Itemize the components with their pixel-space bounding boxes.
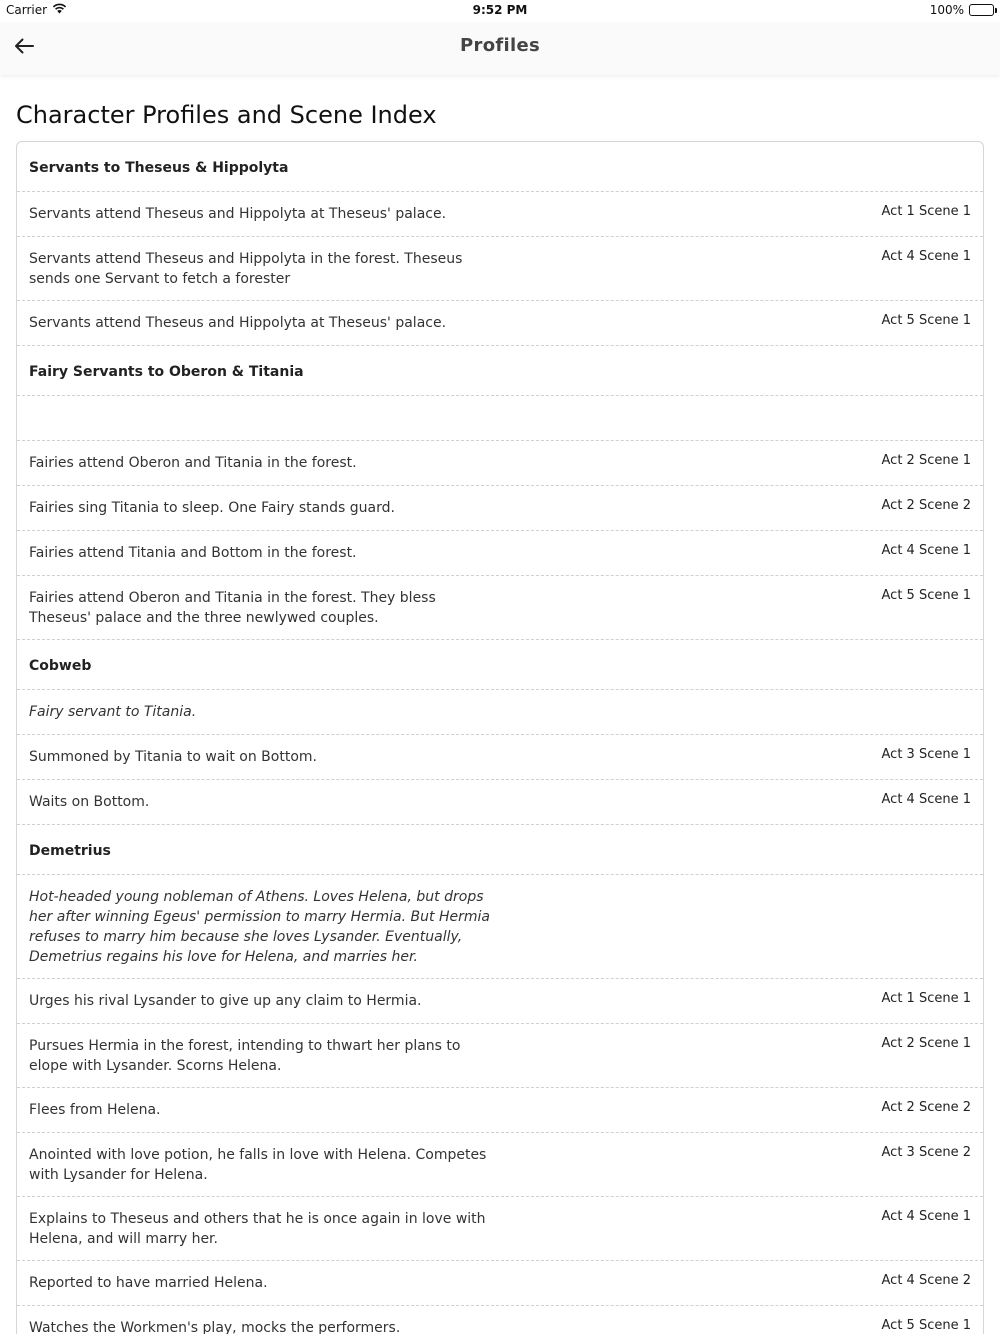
scene-row[interactable] bbox=[17, 1088, 983, 1133]
nav-title: Profiles bbox=[460, 35, 540, 56]
character-description: Fairy servant to Titania. bbox=[29, 704, 197, 720]
scene-summary: Servants attend Theseus and Hippolyta at Theseus' palace. bbox=[29, 206, 447, 222]
character-name: Demetrius bbox=[29, 843, 111, 859]
scene-row[interactable] bbox=[17, 735, 983, 780]
scene-reference: Act 3 Scene 2 bbox=[881, 1145, 971, 1160]
scene-summary: Watches the Workmen's play, mocks the performers. bbox=[29, 1320, 401, 1334]
scene-reference: Act 4 Scene 1 bbox=[881, 543, 971, 558]
scene-summary: Flees from Helena. bbox=[29, 1102, 161, 1118]
character-description-row bbox=[17, 690, 983, 735]
scene-row[interactable] bbox=[17, 1261, 983, 1306]
scene-row[interactable] bbox=[17, 192, 983, 237]
character-heading-row bbox=[17, 346, 983, 396]
character-description: Hot-headed young nobleman of Athens. Loves Helena, but drops her after winning Egeus' permission to marry Hermia. But Hermia refuses to marry him because she loves Lysander. Eventually, Demetrius regains his love for Helena, and marries her. bbox=[29, 889, 490, 965]
scene-row[interactable] bbox=[17, 1133, 983, 1197]
scene-reference: Act 1 Scene 1 bbox=[881, 204, 971, 219]
scene-row[interactable] bbox=[17, 486, 983, 531]
character-name: Cobweb bbox=[29, 658, 92, 674]
page-heading: Character Profiles and Scene Index bbox=[16, 101, 437, 129]
scene-reference: Act 2 Scene 1 bbox=[881, 1036, 971, 1051]
character-heading-row bbox=[17, 640, 983, 690]
battery-icon bbox=[969, 4, 994, 16]
scene-row[interactable] bbox=[17, 1024, 983, 1088]
battery-percent: 100% bbox=[929, 3, 964, 17]
character-description-row bbox=[17, 396, 983, 441]
character-description-row bbox=[17, 875, 983, 979]
status-bar bbox=[0, 0, 1000, 22]
scene-row[interactable] bbox=[17, 1197, 983, 1261]
scene-reference: Act 4 Scene 1 bbox=[881, 249, 971, 264]
character-description bbox=[29, 396, 499, 408]
scene-reference: Act 5 Scene 1 bbox=[881, 588, 971, 603]
scene-summary: Pursues Hermia in the forest, intending to thwart her plans to elope with Lysander. Scorns Helena. bbox=[29, 1038, 461, 1074]
scene-reference: Act 1 Scene 1 bbox=[881, 991, 971, 1006]
character-heading-row bbox=[17, 142, 983, 192]
navigation-bar bbox=[0, 22, 1000, 75]
character-name: Fairy Servants to Oberon & Titania bbox=[29, 364, 304, 380]
scene-reference: Act 4 Scene 1 bbox=[881, 792, 971, 807]
scene-row[interactable] bbox=[17, 237, 983, 301]
scene-summary: Fairies attend Oberon and Titania in the forest. They bless Theseus' palace and the three newlywed couples. bbox=[29, 590, 436, 626]
scene-reference: Act 5 Scene 1 bbox=[881, 1318, 971, 1333]
scene-reference: Act 4 Scene 1 bbox=[881, 1209, 971, 1224]
character-name: Servants to Theseus & Hippolyta bbox=[29, 160, 289, 176]
scene-summary: Anointed with love potion, he falls in love with Helena. Competes with Lysander for Helena. bbox=[29, 1147, 487, 1183]
scene-row[interactable] bbox=[17, 1306, 983, 1334]
scene-summary: Fairies attend Oberon and Titania in the forest. bbox=[29, 455, 357, 471]
scene-reference: Act 2 Scene 2 bbox=[881, 1100, 971, 1115]
scene-summary: Summoned by Titania to wait on Bottom. bbox=[29, 749, 317, 765]
scene-row[interactable] bbox=[17, 979, 983, 1024]
character-heading-row bbox=[17, 825, 983, 875]
scene-summary: Explains to Theseus and others that he is once again in love with Helena, and will marry her. bbox=[29, 1211, 486, 1247]
carrier-label: Carrier bbox=[6, 3, 48, 17]
profile-table bbox=[16, 141, 984, 1334]
scene-summary: Fairies sing Titania to sleep. One Fairy stands guard. bbox=[29, 500, 395, 516]
scene-summary: Fairies attend Titania and Bottom in the forest. bbox=[29, 545, 357, 561]
scene-reference: Act 3 Scene 1 bbox=[881, 747, 971, 762]
scene-reference: Act 5 Scene 1 bbox=[881, 313, 971, 328]
status-time: 9:52 PM bbox=[472, 3, 528, 17]
scene-row[interactable] bbox=[17, 441, 983, 486]
scene-summary: Reported to have married Helena. bbox=[29, 1275, 268, 1291]
status-right bbox=[930, 3, 994, 17]
scene-reference: Act 2 Scene 2 bbox=[881, 498, 971, 513]
scene-reference: Act 4 Scene 2 bbox=[881, 1273, 971, 1288]
scene-row[interactable] bbox=[17, 531, 983, 576]
scene-summary: Waits on Bottom. bbox=[29, 794, 150, 810]
scene-summary: Servants attend Theseus and Hippolyta in the forest. Theseus sends one Servant to fetch a forester bbox=[29, 251, 463, 287]
scene-summary: Urges his rival Lysander to give up any claim to Hermia. bbox=[29, 993, 422, 1009]
scene-summary: Servants attend Theseus and Hippolyta at Theseus' palace. bbox=[29, 315, 447, 331]
scene-row[interactable] bbox=[17, 780, 983, 825]
scene-reference: Act 2 Scene 1 bbox=[881, 453, 971, 468]
scene-row[interactable] bbox=[17, 576, 983, 640]
scene-row[interactable] bbox=[17, 301, 983, 346]
